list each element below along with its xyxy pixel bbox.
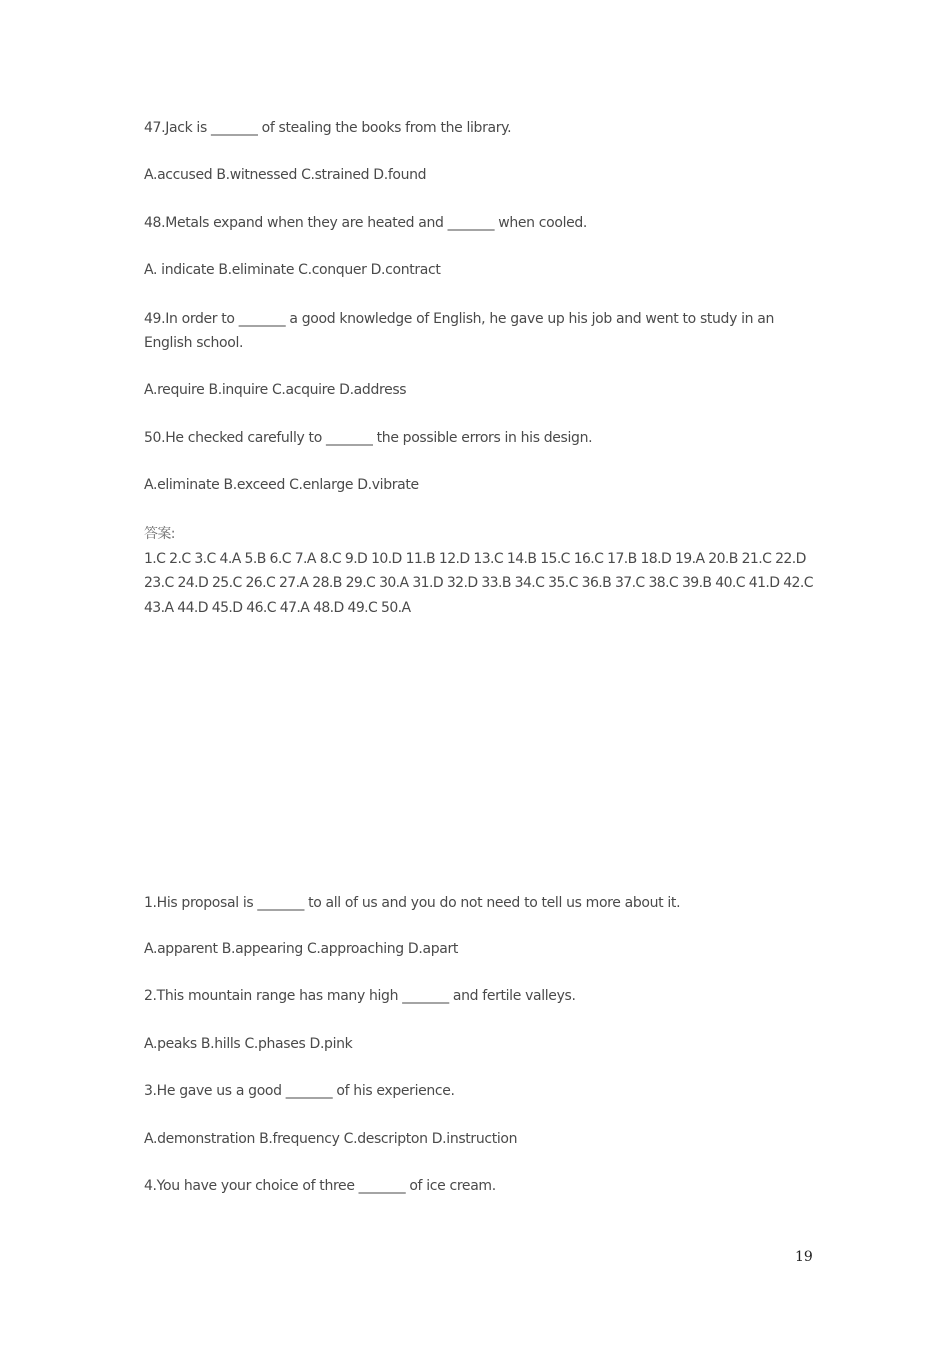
question-1-stem: 1.His proposal is _______ to all of us and you do not need to tell us more about it. [144, 895, 681, 911]
page-number: 19 [795, 1249, 813, 1265]
question-3-options: A.demonstration B.frequency C.descripton D.instruction [144, 1131, 518, 1147]
question-49-options: A.require B.inquire C.acquire D.address [144, 382, 407, 398]
question-2-stem: 2.This mountain range has many high _______ and fertile valleys. [144, 988, 576, 1004]
question-47-options: A.accused B.witnessed C.strained D.found [144, 167, 427, 183]
question-50-options: A.eliminate B.exceed C.enlarge D.vibrate [144, 477, 419, 493]
question-4-stem: 4.You have your choice of three _______ of ice cream. [144, 1178, 496, 1194]
answer-key-line: 23.C 24.D 25.C 26.C 27.A 28.B 29.C 30.A 31.D 32.D 33.B 34.C 35.C 36.B 37.C 38.C 39.B 40.C 41.D 42.C [144, 575, 813, 591]
question-2-options: A.peaks B.hills C.phases D.pink [144, 1036, 353, 1052]
question-47-stem: 47.Jack is _______ of stealing the books from the library. [144, 120, 512, 136]
question-50-stem: 50.He checked carefully to _______ the possible errors in his design. [144, 430, 593, 446]
question-1-options: A.apparent B.appearing C.approaching D.apart [144, 941, 459, 957]
question-49-stem: 49.In order to _______ a good knowledge of English, he gave up his job and went to study in an English school. [144, 311, 775, 351]
question-3-stem: 3.He gave us a good _______ of his experience. [144, 1083, 455, 1099]
answer-key-line: 43.A 44.D 45.D 46.C 47.A 48.D 49.C 50.A [144, 599, 411, 616]
answer-key-heading: 答案: [144, 526, 175, 542]
question-48-stem: 48.Metals expand when they are heated and _______ when cooled. [144, 215, 588, 231]
question-48-options: A. indicate B.eliminate C.conquer D.contract [144, 262, 441, 278]
answer-key-line: 1.C 2.C 3.C 4.A 5.B 6.C 7.A 8.C 9.D 10.D 11.B 12.D 13.C 14.B 15.C 16.C 17.B 18.D 19.A 20.B 21.C 22.D [144, 550, 806, 567]
answer-key [144, 522, 812, 620]
